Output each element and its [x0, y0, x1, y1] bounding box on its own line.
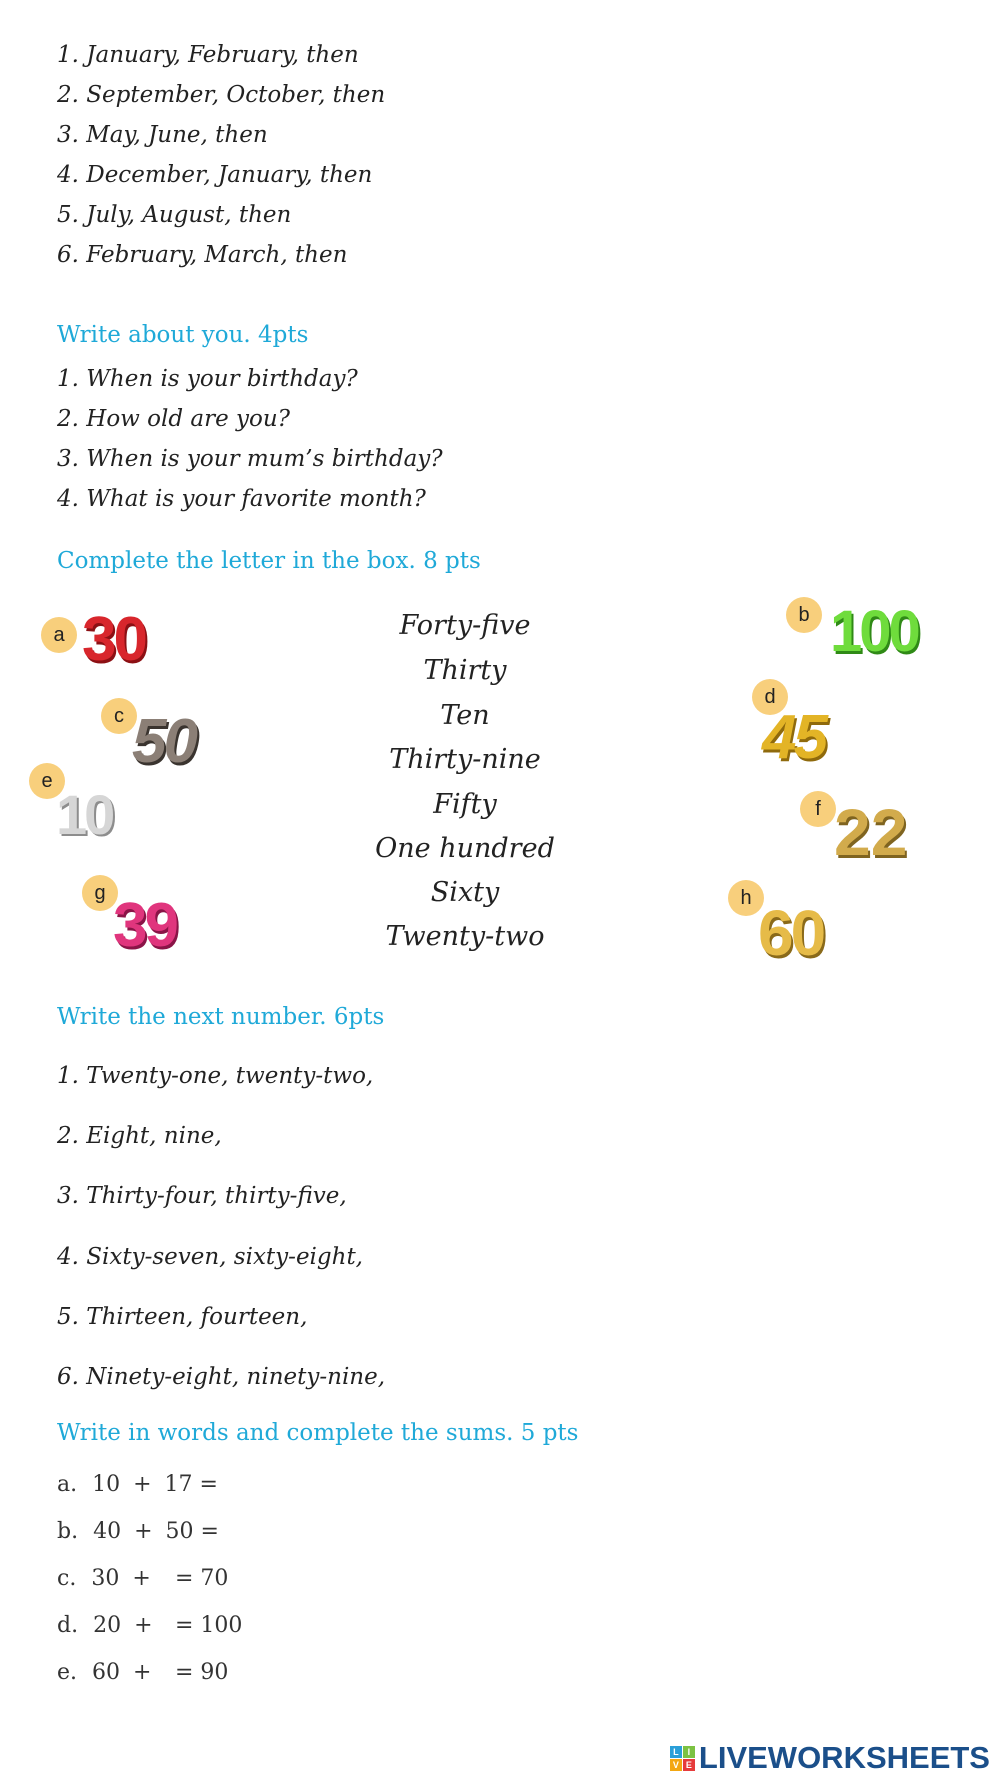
sum-result: = 90: [175, 1660, 229, 1685]
sum-result: = 100: [175, 1613, 243, 1638]
number-word: Twenty-two: [385, 921, 545, 952]
sum-label: e.: [57, 1660, 78, 1685]
sum-label: a.: [57, 1472, 78, 1497]
list-item: 2. September, October, then: [57, 82, 386, 108]
number-word: Thirty: [423, 655, 507, 686]
sum-label: c.: [57, 1566, 77, 1591]
number-image-10: 10: [56, 783, 113, 846]
number-image-30: 30: [82, 605, 145, 674]
number-image-22: 22: [834, 795, 908, 869]
sum-left: 10: [92, 1472, 121, 1497]
logo-tile: E: [683, 1759, 695, 1771]
list-item: 3. Thirty-four, thirty-five,: [57, 1183, 347, 1209]
number-image-45: 45: [762, 703, 825, 772]
list-item: 6. February, March, then: [57, 242, 348, 268]
sum-label: b.: [57, 1519, 79, 1544]
section-heading-next-number: Write the next number. 6pts: [57, 1004, 385, 1030]
sum-row: [57, 1613, 357, 1643]
number-word: Thirty-nine: [389, 744, 541, 775]
section-heading-sums: Write in words and complete the sums. 5 pts: [57, 1420, 579, 1446]
number-image-50: 50: [132, 707, 195, 776]
number-word: Forty-five: [399, 610, 531, 641]
logo-tile: L: [670, 1746, 682, 1758]
sum-left: 60: [92, 1660, 121, 1685]
letter-badge-d: d: [752, 679, 788, 715]
sum-result: = 70: [175, 1566, 229, 1591]
list-item: 4. December, January, then: [57, 162, 373, 188]
letter-badge-g: g: [82, 875, 118, 911]
logo-tile: I: [683, 1746, 695, 1758]
section-heading-write-about: Write about you. 4pts: [57, 322, 309, 348]
sum-operator: +: [134, 1519, 153, 1544]
list-item: 6. Ninety-eight, ninety-nine,: [57, 1364, 386, 1390]
letter-badge-f: f: [800, 791, 836, 827]
list-item: 5. Thirteen, fourteen,: [57, 1304, 308, 1330]
sum-row: [57, 1566, 357, 1596]
number-image-60: 60: [758, 897, 824, 969]
letter-badge-h: h: [728, 880, 764, 916]
sum-left: 20: [93, 1613, 122, 1638]
section-heading-complete-letter: Complete the letter in the box. 8 pts: [57, 548, 481, 574]
sum-left: 30: [91, 1566, 120, 1591]
sum-row: [57, 1660, 357, 1690]
list-item: 3. When is your mum’s birthday?: [57, 446, 443, 472]
number-word: Ten: [440, 700, 490, 731]
sum-right: 17 =: [164, 1472, 218, 1497]
sum-row: [57, 1519, 219, 1544]
sum-left: 40: [93, 1519, 122, 1544]
letter-badge-b: b: [786, 597, 822, 633]
sum-row: [57, 1472, 218, 1497]
letter-badge-c: c: [101, 698, 137, 734]
sum-operator: +: [133, 1472, 152, 1497]
sum-operator: +: [133, 1660, 152, 1685]
sum-operator: +: [132, 1566, 151, 1591]
list-item: 1. January, February, then: [57, 42, 359, 68]
number-image-39: 39: [113, 891, 176, 960]
letter-badge-a: a: [41, 617, 77, 653]
list-item: 1. When is your birthday?: [57, 366, 358, 392]
list-item: 2. Eight, nine,: [57, 1123, 222, 1149]
sum-right: 50 =: [165, 1519, 219, 1544]
list-item: 1. Twenty-one, twenty-two,: [57, 1063, 374, 1089]
liveworksheets-logo-icon: [670, 1746, 695, 1771]
number-word: One hundred: [375, 833, 555, 864]
letter-badge-e: e: [29, 763, 65, 799]
liveworksheets-brand[interactable]: [670, 1740, 990, 1776]
sum-operator: +: [134, 1613, 153, 1638]
list-item: 2. How old are you?: [57, 406, 291, 432]
list-item: 4. What is your favorite month?: [57, 486, 426, 512]
sum-label: d.: [57, 1613, 79, 1638]
number-word: Sixty: [430, 877, 500, 908]
list-item: 4. Sixty-seven, sixty-eight,: [57, 1244, 363, 1270]
number-word: Fifty: [433, 789, 497, 820]
logo-tile: V: [670, 1759, 682, 1771]
list-item: 5. July, August, then: [57, 202, 292, 228]
number-image-100: 100: [830, 599, 918, 664]
list-item: 3. May, June, then: [57, 122, 268, 148]
brand-name: LIVEWORKSHEETS: [698, 1740, 990, 1775]
